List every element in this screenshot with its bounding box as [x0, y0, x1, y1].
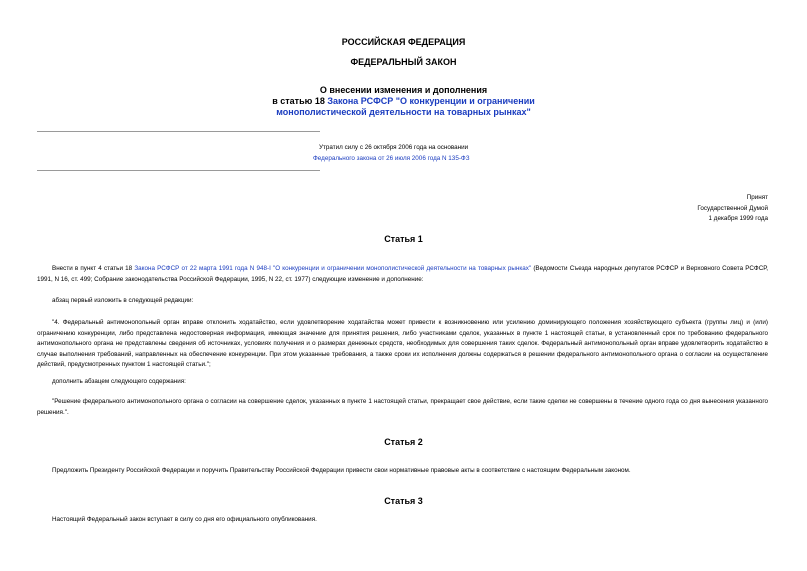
country-heading: РОССИЙСКАЯ ФЕДЕРАЦИЯ [341, 37, 466, 47]
law-title-line3 [0, 107, 807, 118]
article1-paragraph2: абзац первый изложить в следующей редакции: [52, 297, 194, 304]
article1-heading: Статья 1 [384, 234, 423, 244]
adoption-line3: 1 декабря 1999 года [708, 215, 768, 222]
repeal-law-link[interactable]: Федерального закона от 26 июля 2006 года N 135-ФЗ [313, 154, 470, 162]
article1-paragraph5: "Решение федерального антимонопольного органа о согласии на совершение сделок, указанных в пункте 1 настоящей статьи, прекращает свое действие, если такие сделки не совершены в течение одного года со дня вынесения указанного решения.". [37, 398, 768, 416]
law-title [0, 85, 807, 118]
separator-bottom [37, 170, 320, 171]
article3-paragraph1: Настоящий Федеральный закон вступает в силу со дня его официального опубликования. [52, 516, 317, 523]
adoption-line1: Принят [746, 194, 768, 201]
law-title-prefix: в статью 18 [272, 96, 328, 106]
separator-top [37, 131, 320, 132]
competition-law-link[interactable]: Закона РСФСР от 22 марта 1991 года N 948-I "О конкуренции и ограничении монополистической деятельности на товарных рынках" [134, 265, 532, 272]
repeal-notice [313, 143, 613, 164]
article2-heading: Статья 2 [384, 437, 423, 447]
law-type-heading: ФЕДЕРАЛЬНЫЙ ЗАКОН [350, 57, 457, 67]
article1-p1-prefix: Внести в пункт 4 статьи 18 [52, 265, 135, 272]
article1-paragraph4: дополнить абзацем следующего содержания: [52, 378, 186, 385]
adoption-info [697, 193, 768, 225]
article1-paragraph3: "4. Федеральный антимонопольный орган вправе отклонить ходатайство, если удовлетворение ходатайства может привести к возникновению или усилению доминирующего положения хозяйствующего субъекта (группы лиц) и (или) ограничению конкуренции, либо представлена недостоверная информация, имеющая значение для принятия решения, либо участниками сделок, указанных в пункте 1 настоящей статьи, в установленный срок по требованию федерального антимонопольного органа не представлены сведения об источниках, условиях получения и о размерах денежных средств, необходимых для совершения таких сделок. Федеральный антимонопольный орган вправе удовлетворить ходатайство в случае выполнения требований, направленных на обеспечение конкуренции. При этом указанные требования, а также сроки их исполнения должны содержаться в решении федерального антимонопольного органа о согласии на осуществление действий, предусмотренных пунктом 1 настоящей статьи."; [37, 319, 768, 368]
article2-paragraph1: Предложить Президенту Российской Федерации и поручить Правительству Российской Федерации привести свои нормативные правовые акты в соответствие с настоящим Федеральным законом. [52, 467, 631, 474]
repeal-notice-line1: Утратил силу с 26 октября 2006 года на основании [319, 144, 469, 151]
law-title-line2 [0, 96, 807, 107]
law-reference-link[interactable]: Закона РСФСР "О конкуренции и ограничении [327, 96, 535, 106]
article1-paragraph1 [37, 264, 768, 285]
article1-p1-suffix: (Ведомости Съезда народных депутатов РСФСР и Верховного Совета РСФСР, 1991, N 16, ст. 499; Собрание законодательства Российской Федерации, 1995, N 22, ст. 1977) следующие изменение и дополнение: [37, 265, 769, 283]
adoption-line2: Государственной Думой [697, 204, 768, 212]
article3-heading: Статья 3 [384, 496, 423, 506]
law-title-line1: О внесении изменения и дополнения [319, 85, 488, 95]
law-reference-link-cont[interactable]: монополистической деятельности на товарных рынках" [276, 107, 531, 117]
